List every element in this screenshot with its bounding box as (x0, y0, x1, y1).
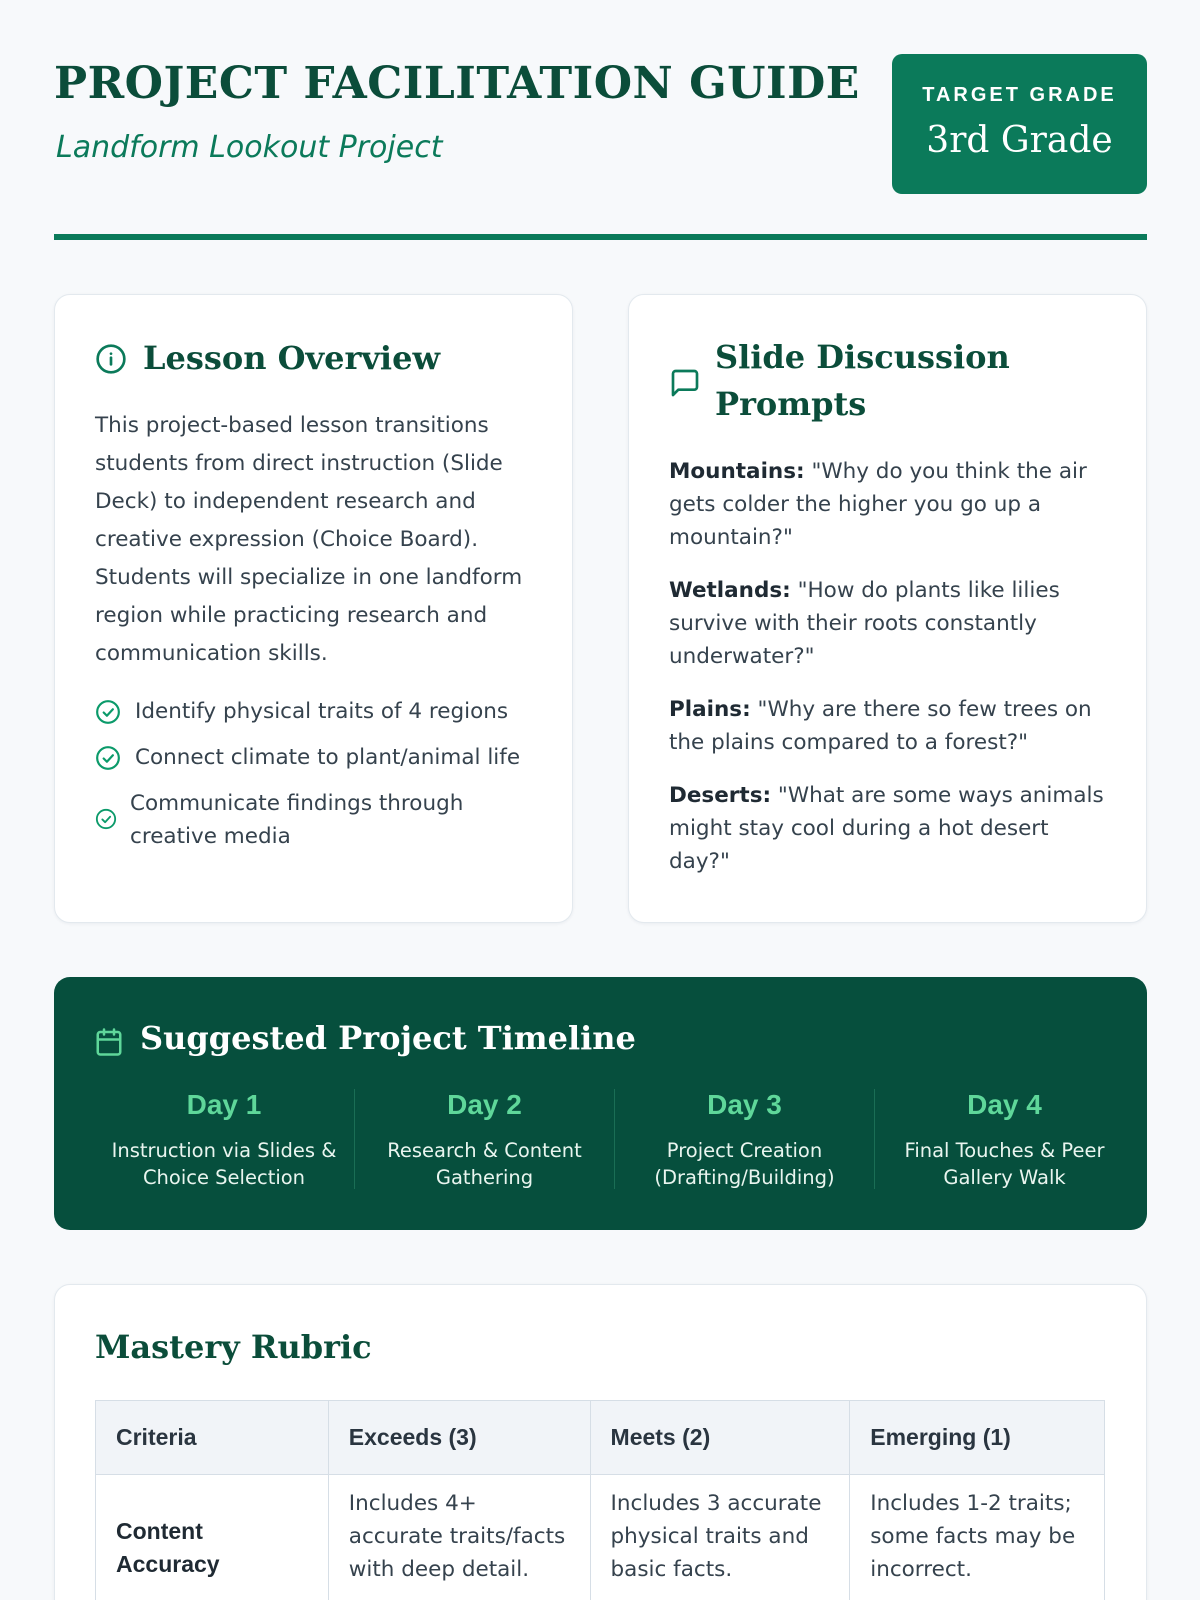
timeline-day (614, 1089, 874, 1189)
timeline-day-description: Final Touches & Peer Gallery Walk (904, 1139, 1105, 1189)
prompt-text: "Why do you think the air gets colder the higher you go up a mountain?" (669, 459, 1087, 550)
rubric-header-cell: Meets (2) (590, 1401, 850, 1475)
prompt-text: "What are some ways animals might stay cool during a hot desert day?" (669, 783, 1104, 874)
rubric-header-cell: Exceeds (3) (328, 1401, 590, 1475)
timeline-day-description: Instruction via Slides & Choice Selection (111, 1139, 337, 1189)
prompt-label: Plains: (669, 697, 751, 722)
rubric-cell: Includes 3 accurate physical traits and basic facts. (590, 1475, 850, 1600)
timeline-day (94, 1089, 354, 1189)
project-subtitle: Landform Lookout Project (56, 130, 443, 165)
check-circle-icon (95, 699, 121, 725)
timeline-day (354, 1089, 614, 1189)
discussion-prompts-card (628, 294, 1147, 923)
chat-bubble-icon (669, 367, 701, 399)
page-header (54, 54, 1147, 194)
discussion-prompts-title: Slide Discussion Prompts (715, 338, 1010, 423)
check-circle-icon (95, 745, 121, 771)
objective-item (95, 741, 540, 775)
timeline-day-label: Day 2 (447, 1089, 522, 1120)
target-grade-label: TARGET GRADE (922, 84, 1117, 106)
table-row (96, 1475, 1105, 1600)
timeline-day-description: Research & Content Gathering (387, 1139, 582, 1189)
rubric-header-row (96, 1401, 1105, 1475)
prompt-item (669, 779, 1109, 878)
objective-text: Communicate findings through creative media (130, 791, 464, 849)
rubric-cell: Includes 1-2 traits; some facts may be incorrect. (850, 1475, 1105, 1600)
lesson-overview-title: Lesson Overview (143, 339, 440, 377)
prompt-label: Wetlands: (669, 578, 791, 603)
rubric-header-cell: Emerging (1) (850, 1401, 1105, 1475)
objective-item (95, 787, 540, 857)
timeline-title: Suggested Project Timeline (140, 1019, 636, 1057)
rubric-title: Mastery Rubric (95, 1328, 372, 1366)
timeline-day-label: Day 1 (186, 1089, 262, 1120)
lesson-overview-body: This project-based lesson transitions students from direct instruction (Slide Deck) to independent research and creative expression (Choice Board). Students will specialize in one landform region while practicing research and communication skills. (95, 413, 523, 666)
objective-text: Identify physical traits of 4 regions (135, 699, 509, 724)
timeline-day-label: Day 4 (967, 1089, 1042, 1120)
prompt-item (669, 574, 1109, 673)
mastery-rubric-card (54, 1284, 1147, 1600)
rubric-cell: Includes 4+ accurate traits/facts with deep detail. (328, 1475, 590, 1600)
prompt-label: Mountains: (669, 459, 805, 484)
calendar-icon (94, 1026, 124, 1058)
rubric-header-cell: Criteria (96, 1401, 329, 1475)
timeline-day-description: Project Creation (Drafting/Building) (654, 1139, 835, 1189)
page-title: PROJECT FACILITATION GUIDE (54, 58, 860, 109)
prompt-item (669, 693, 1109, 759)
objective-item (95, 695, 540, 729)
objective-text: Connect climate to plant/animal life (135, 745, 521, 770)
timeline-day (874, 1089, 1134, 1189)
project-timeline (54, 977, 1147, 1230)
timeline-day-label: Day 3 (707, 1089, 782, 1120)
prompt-text: "How do plants like lilies survive with their roots constantly underwater?" (669, 578, 1060, 669)
prompt-text: "Why are there so few trees on the plains compared to a forest?" (669, 697, 1092, 755)
lesson-overview-card (54, 294, 573, 923)
target-grade-badge (892, 54, 1147, 194)
prompt-item (669, 455, 1109, 554)
rubric-table (95, 1400, 1105, 1600)
target-grade-value: 3rd Grade (926, 120, 1113, 161)
info-circle-icon (95, 343, 127, 375)
header-divider (54, 234, 1147, 240)
rubric-criteria-cell: Content Accuracy (96, 1475, 329, 1600)
prompt-label: Deserts: (669, 783, 772, 808)
check-circle-icon (95, 808, 117, 830)
timeline-days (94, 1089, 1134, 1189)
